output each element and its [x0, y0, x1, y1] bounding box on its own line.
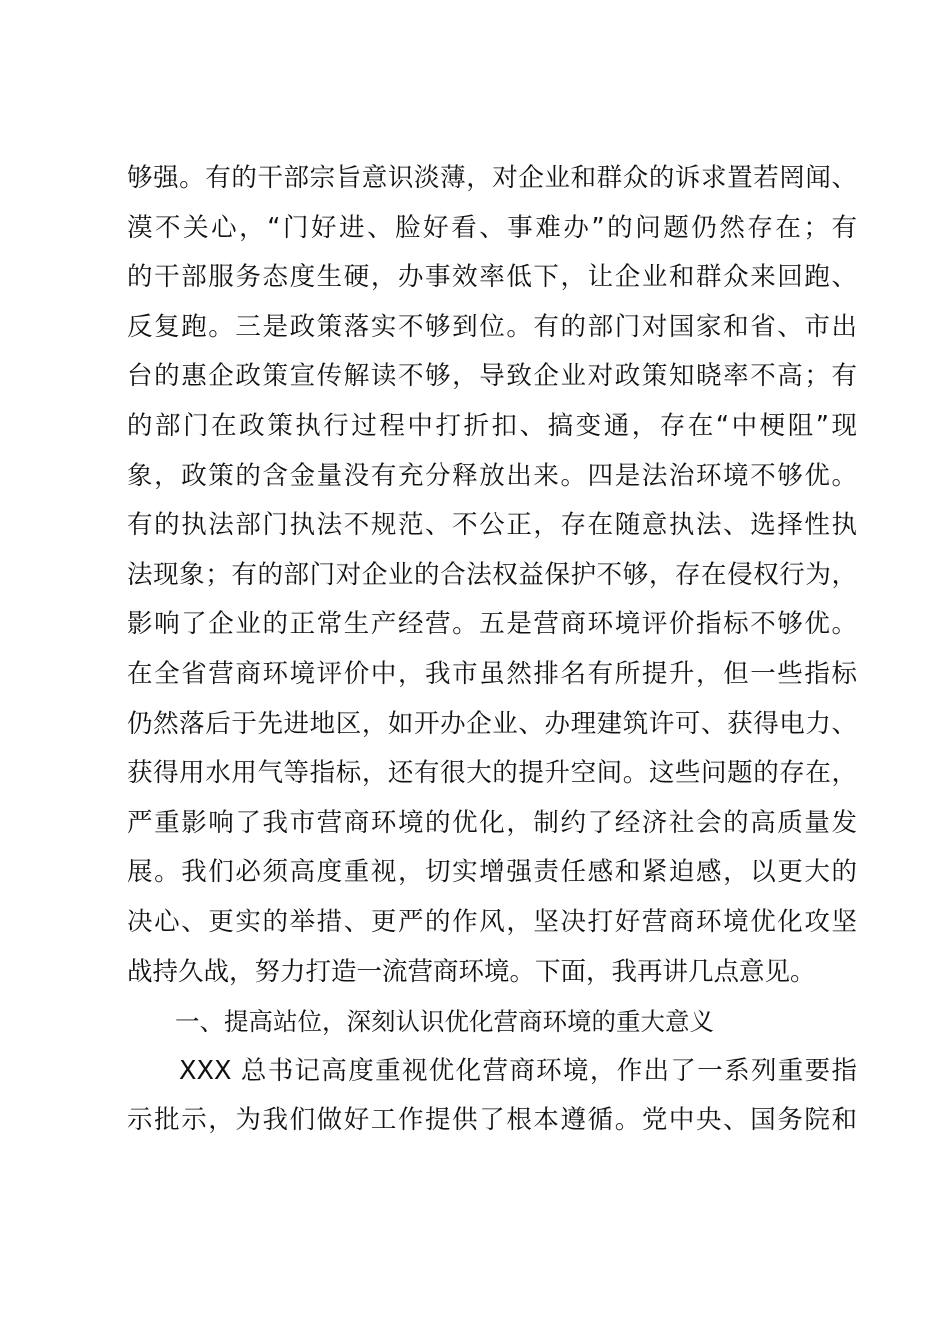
text-line: 仍然落后于先进地区，如开办企业、办理建筑许可、获得电力、: [127, 708, 857, 739]
text-line: 的干部服务态度生硬，办事效率低下，让企业和群众来回跑、: [127, 262, 857, 293]
text-line: 获得用水用气等指标，还有很大的提升空间。这些问题的存在，: [127, 758, 857, 789]
text-line: 决心、更实的举措、更严的作风，坚决打好营商环境优化攻坚: [127, 906, 857, 937]
paragraph-continued: [127, 154, 857, 997]
text-line: 漠不关心，“门好进、脸好看、事难办”的问题仍然存在；有: [127, 212, 857, 243]
text-line: 展。我们必须高度重视，切实增强责任感和紧迫感，以更大的: [127, 857, 857, 888]
text-line: 台的惠企政策宣传解读不够，导致企业对政策知晓率不高；有: [127, 361, 857, 392]
text-line: 法现象；有的部门对企业的合法权益保护不够，存在侵权行为，: [127, 559, 857, 590]
text-line: 在全省营商环境评价中，我市虽然排名有所提升，但一些指标: [127, 658, 857, 689]
text-line: 够强。有的干部宗旨意识淡薄，对企业和群众的诉求置若罔闻、: [127, 163, 857, 193]
text-line: XXX 总书记高度重视优化营商环境，作出了一系列重要指: [179, 1055, 857, 1086]
document-body: [127, 154, 857, 1146]
section-heading: 一、提高站位，深刻认识优化营商环境的重大意义: [175, 1007, 714, 1037]
text-line: 有的执法部门执法不规范、不公正，存在随意执法、选择性执: [127, 510, 857, 541]
text-line: 的部门在政策执行过程中打折扣、搞变通，存在“中梗阻”现: [127, 410, 857, 441]
text-line: 象，政策的含金量没有充分释放出来。四是法治环境不够优。: [127, 460, 857, 491]
text-line: 严重影响了我市营商环境的优化，制约了经济社会的高质量发: [127, 807, 857, 838]
text-line: 示批示，为我们做好工作提供了根本遵循。党中央、国务院和: [127, 1105, 857, 1136]
text-line: 反复跑。三是政策落实不够到位。有的部门对国家和省、市出: [127, 311, 857, 342]
text-line: 战持久战，努力打造一流营商环境。下面，我再讲几点意见。: [127, 956, 816, 987]
text-line: 影响了企业的正常生产经营。五是营商环境评价指标不够优。: [127, 609, 857, 640]
paragraph-next: [127, 1047, 857, 1146]
